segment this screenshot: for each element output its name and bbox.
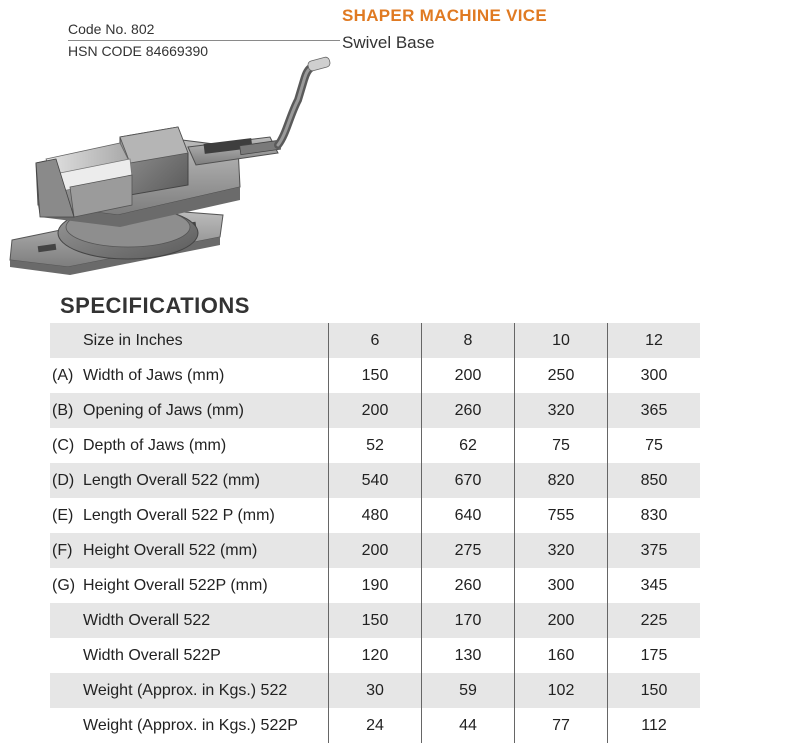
spec-label-cell: [50, 603, 329, 638]
vice-product-image: [8, 55, 338, 290]
spec-letter: (G): [52, 577, 76, 594]
spec-value-cell: 130: [422, 638, 515, 673]
spec-value-cell: 850: [608, 463, 701, 498]
spec-value-cell: 75: [515, 428, 608, 463]
table-row: [50, 428, 700, 463]
table-header-row: [50, 323, 700, 358]
product-title: SHAPER MACHINE VICE: [342, 6, 548, 25]
code-number: Code No. 802: [68, 21, 155, 37]
size-value-cell: 8: [422, 323, 515, 358]
spec-label-cell: [50, 498, 329, 533]
table-row: [50, 708, 700, 743]
spec-label: Width Overall 522: [83, 612, 211, 629]
specifications-table: [50, 323, 700, 743]
spec-value-cell: 170: [422, 603, 515, 638]
spec-value-cell: 24: [329, 708, 422, 743]
spec-label-cell: [50, 533, 329, 568]
spec-value-cell: 102: [515, 673, 608, 708]
spec-value-cell: 160: [515, 638, 608, 673]
spec-value-cell: 300: [640, 366, 668, 384]
table-row: [50, 358, 700, 393]
spec-value-cell: 150: [329, 603, 422, 638]
spec-label-cell: [50, 358, 329, 393]
table-row: [50, 638, 700, 673]
spec-value-cell: 820: [515, 463, 608, 498]
spec-value-cell: 77: [515, 708, 608, 743]
spec-value-cell: 345: [640, 576, 668, 594]
spec-value-cell: 480: [329, 498, 422, 533]
spec-value-cell: 830: [640, 506, 668, 524]
spec-label: Opening of Jaws (mm): [83, 402, 244, 419]
spec-value-cell: 200: [422, 358, 515, 393]
spec-value-cell: 30: [329, 673, 422, 708]
table-row: [50, 603, 700, 638]
header-divider: [68, 40, 340, 41]
size-value-cell: 6: [329, 323, 422, 358]
spec-value-cell: 320: [515, 393, 608, 428]
table-row: [50, 393, 700, 428]
spec-value-cell: 150: [329, 358, 422, 393]
hsn-code: HSN CODE 84669390: [68, 43, 209, 59]
spec-value-cell: 260: [422, 393, 515, 428]
spec-value-cell: 320: [515, 533, 608, 568]
spec-value-cell: 260: [422, 568, 515, 603]
spec-label: Height Overall 522 (mm): [83, 542, 258, 559]
spec-value-cell: 59: [422, 673, 515, 708]
spec-letter: (A): [52, 367, 74, 384]
spec-value-cell: 120: [329, 638, 422, 673]
spec-value-cell: 275: [422, 533, 515, 568]
spec-value-cell: 375: [608, 533, 701, 568]
spec-value-cell: 62: [422, 428, 515, 463]
spec-value-cell: 52: [329, 428, 422, 463]
spec-value-cell: 250: [515, 358, 608, 393]
product-subtitle: Swivel Base: [342, 33, 435, 52]
spec-value-cell: 190: [329, 568, 422, 603]
spec-value-cell: 112: [641, 716, 667, 734]
size-value-cell: 12: [608, 323, 701, 358]
spec-label-cell: [50, 568, 329, 603]
spec-label-cell: [50, 673, 329, 708]
spec-label: Weight (Approx. in Kgs.) 522: [83, 682, 288, 699]
spec-value-cell: 175: [640, 646, 668, 664]
spec-value-cell: 200: [515, 603, 608, 638]
spec-value-cell: 365: [608, 393, 701, 428]
spec-value-cell: 150: [608, 673, 701, 708]
spec-label-cell: [50, 638, 329, 673]
spec-label-cell: [50, 393, 329, 428]
spec-label-cell: [50, 708, 329, 743]
size-label-cell: [50, 323, 329, 358]
spec-value-cell: 300: [515, 568, 608, 603]
spec-letter: (F): [52, 542, 73, 559]
spec-value-cell: 44: [422, 708, 515, 743]
spec-value-cell: 75: [645, 436, 663, 454]
size-label: Size in Inches: [83, 332, 183, 349]
table-row: [50, 673, 700, 708]
spec-letter: (B): [52, 402, 74, 419]
spec-letter: (C): [52, 437, 75, 454]
spec-label: Weight (Approx. in Kgs.) 522P: [83, 717, 298, 734]
spec-label: Width of Jaws (mm): [83, 367, 225, 384]
spec-value-cell: 200: [329, 533, 422, 568]
spec-label: Height Overall 522P (mm): [83, 577, 268, 594]
spec-label: Length Overall 522 P (mm): [83, 507, 275, 524]
spec-label: Length Overall 522 (mm): [83, 472, 260, 489]
spec-value-cell: 540: [329, 463, 422, 498]
table-row: [50, 463, 700, 498]
spec-label: Depth of Jaws (mm): [83, 437, 227, 454]
spec-value-cell: 225: [608, 603, 701, 638]
size-value-cell: 10: [515, 323, 608, 358]
table-row: [50, 498, 700, 533]
spec-value-cell: 670: [422, 463, 515, 498]
spec-value-cell: 640: [422, 498, 515, 533]
spec-value-cell: 755: [515, 498, 608, 533]
spec-letter: (D): [52, 472, 75, 489]
table-row: [50, 568, 700, 603]
spec-label-cell: [50, 428, 329, 463]
spec-label: Width Overall 522P: [83, 647, 221, 664]
spec-value-cell: 200: [329, 393, 422, 428]
spec-letter: (E): [52, 507, 74, 524]
table-row: [50, 533, 700, 568]
specifications-title: SPECIFICATIONS: [60, 293, 250, 318]
spec-label-cell: [50, 463, 329, 498]
